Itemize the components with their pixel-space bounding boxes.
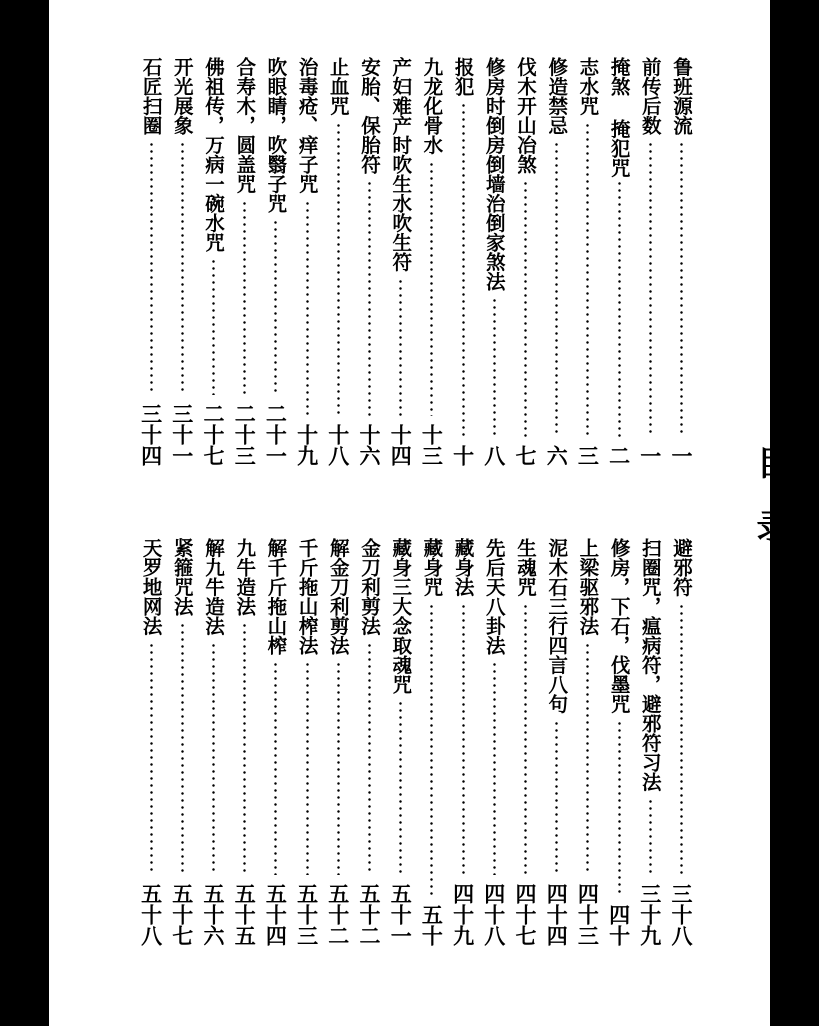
toc-entry-page: 二十一	[263, 403, 289, 466]
toc-entry-page: 一	[637, 445, 663, 466]
toc-entry-page: 二	[606, 445, 632, 466]
toc-entry-title: 解九牛造法	[202, 538, 225, 636]
toc-entry-title: 产妇难产时吹生水吹生符	[389, 57, 413, 272]
dot-leader	[555, 141, 558, 437]
toc-entry-title: 生魂咒	[514, 538, 537, 597]
toc-entry-page: 五十五	[232, 883, 258, 946]
dot-leader	[430, 161, 433, 417]
dot-leader	[586, 122, 589, 438]
toc-entry-page: 三十八	[669, 883, 694, 946]
dot-leader	[274, 661, 277, 875]
dot-leader	[150, 642, 153, 876]
dot-leader	[524, 180, 527, 437]
toc-entry-page: 五十一	[388, 883, 414, 946]
toc-entry-title: 修房时倒房倒墙治倒家煞法	[482, 57, 506, 291]
dot-leader	[337, 661, 340, 875]
dot-leader	[680, 603, 683, 876]
toc-title: 目录	[750, 445, 790, 573]
dot-leader	[680, 141, 683, 437]
toc-entry-title: 九牛造法	[233, 538, 257, 616]
toc-entry-title: 避邪符	[670, 538, 693, 597]
toc-entry-title: 石匠扫圈	[139, 57, 163, 135]
toc-entry-page: 十八	[325, 424, 351, 466]
toc-entry-title: 藏身三大念取魂咒	[389, 538, 413, 694]
toc-entry-title: 天罗地网法	[139, 538, 163, 636]
toc-entry-page: 四十八	[481, 883, 507, 946]
toc-entry-page: 十四	[388, 424, 414, 466]
dot-leader	[337, 122, 340, 417]
toc-page	[49, 0, 790, 1026]
toc-entry-title: 上梁驱邪法	[576, 538, 600, 636]
toc-entry-title: 修房，下石，伐墨咒	[607, 538, 631, 714]
toc-entry-page: 五十三	[294, 883, 320, 946]
toc-entry-page: 六	[544, 445, 570, 466]
toc-entry-page: 七	[513, 445, 538, 466]
dot-leader	[524, 603, 527, 876]
dot-leader	[399, 278, 402, 417]
toc-entry-title: 解千斤拖山榨	[264, 538, 288, 655]
toc-entry-title: 修造禁忌	[545, 57, 569, 135]
toc-entry-page: 五十六	[201, 883, 226, 946]
toc-entry-page: 十六	[357, 424, 382, 466]
dot-leader	[243, 200, 246, 396]
toc-entry-title: 藏身咒	[420, 538, 444, 597]
dot-leader	[243, 622, 246, 875]
dot-leader	[306, 661, 309, 875]
toc-entry-page: 三十九	[637, 883, 663, 946]
toc-entry-page: 三	[575, 445, 601, 466]
dot-leader	[493, 297, 496, 437]
toc-entry-title: 泥木石三行四言八句	[545, 538, 569, 714]
dot-leader	[150, 141, 153, 395]
toc-entry-page: 三十一	[169, 403, 195, 466]
dot-leader	[493, 661, 496, 875]
toc-entry-page: 三十四	[138, 403, 164, 466]
dot-leader	[181, 622, 184, 875]
toc-entry-title: 扫圈咒，瘟病符，避邪符习法	[638, 538, 662, 792]
toc-entry-title: 佛祖传，万病一碗水咒	[202, 57, 225, 252]
toc-entry-title: 吹眼睛，吹翳子咒	[264, 57, 288, 213]
toc-entry-page: 五十二	[357, 883, 382, 946]
toc-entry-page: 二十三	[232, 403, 258, 466]
dot-leader	[618, 180, 621, 437]
toc-entry-page: 五十四	[263, 883, 289, 946]
toc-entry-page: 十九	[294, 424, 320, 466]
toc-entry-page: 八	[481, 445, 507, 466]
toc-entry-title: 千斤拖山榨法	[295, 538, 319, 655]
toc-entry-page: 一	[669, 445, 694, 466]
toc-entry-page: 五十二	[325, 883, 351, 946]
dot-leader	[212, 642, 215, 876]
dot-leader	[368, 180, 371, 416]
toc-entry-page: 十	[450, 445, 476, 466]
dot-leader	[306, 200, 309, 417]
toc-entry-page: 四十四	[544, 883, 570, 946]
toc-entry-title: 治毒疮、痒子咒	[295, 57, 319, 194]
toc-entry-page: 十三	[419, 424, 445, 466]
toc-entry-title: 合寿木，圆盖咒	[233, 57, 257, 194]
toc-entry-title: 藏身法	[451, 538, 475, 597]
dot-leader	[368, 642, 371, 876]
toc-entry-title: 志水咒	[576, 57, 600, 116]
toc-entry-title: 止血咒	[326, 57, 350, 116]
dot-leader	[618, 720, 621, 897]
toc-entry-page: 四十	[606, 904, 632, 946]
dot-leader	[274, 219, 277, 395]
toc-entry-title: 安胎、保胎符	[358, 57, 381, 174]
toc-entry-page: 四十九	[450, 883, 476, 946]
toc-entry-page: 五十	[419, 904, 445, 946]
toc-entry-page: 五十八	[138, 883, 164, 946]
toc-entry-page: 四十七	[513, 883, 538, 946]
toc-entry-title: 报犯	[451, 57, 475, 96]
toc-entry-page: 二十七	[201, 403, 226, 466]
toc-entry-title: 鲁班源流	[670, 57, 693, 135]
toc-entry-title: 伐木开山冶煞	[514, 57, 537, 174]
dot-leader	[399, 700, 402, 875]
toc-entry-title: 掩煞 掩犯咒	[607, 57, 631, 178]
toc-entry-title: 先后天八卦法	[482, 538, 506, 655]
dot-leader	[649, 141, 652, 437]
toc-entry-title: 金刀利剪法	[358, 538, 381, 636]
toc-entry-title: 九龙化骨水	[420, 57, 444, 155]
dot-leader	[555, 720, 558, 876]
dot-leader	[649, 798, 652, 876]
toc-entry-page: 四十三	[575, 883, 601, 946]
toc-entry-title: 解金刀利剪法	[326, 538, 350, 655]
dot-leader	[181, 141, 184, 395]
toc-entry-title: 开光展象	[170, 57, 194, 135]
dot-leader	[586, 642, 589, 876]
dot-leader	[462, 603, 465, 876]
toc-entry-title: 紧箍咒法	[170, 538, 194, 616]
dot-leader	[462, 102, 465, 437]
dot-leader	[212, 258, 215, 395]
toc-entry-title: 前传后数	[638, 57, 662, 135]
toc-entry-page: 五十七	[169, 883, 195, 946]
dot-leader	[430, 603, 433, 897]
